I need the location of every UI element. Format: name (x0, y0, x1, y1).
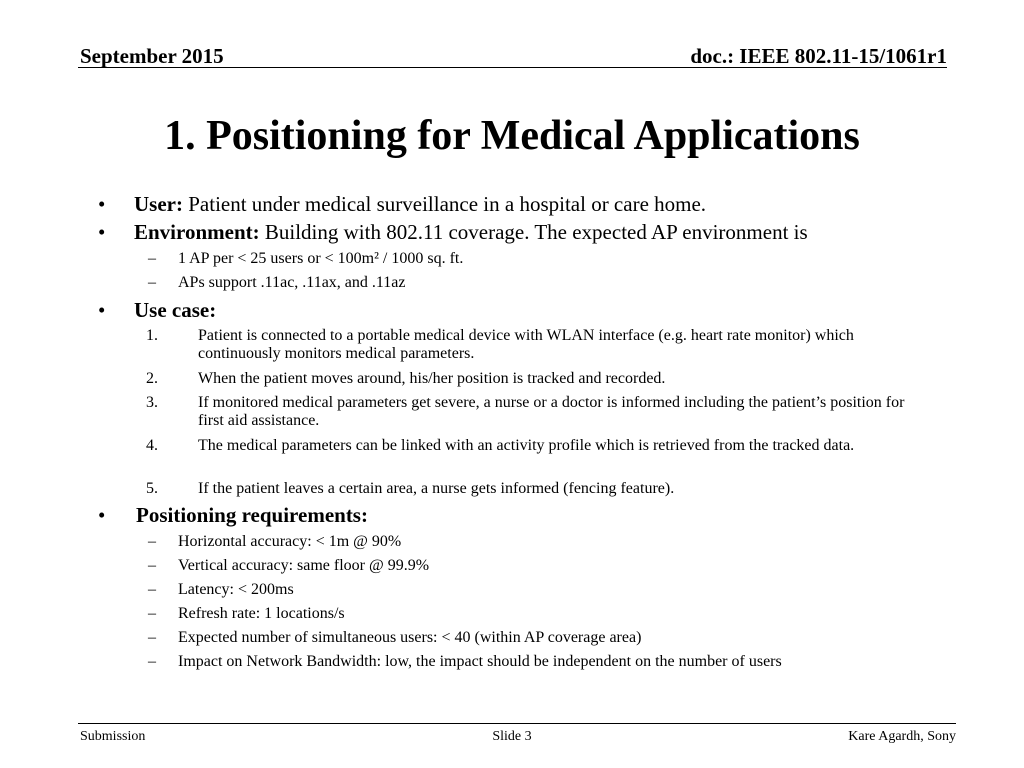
header-doc-id: doc.: IEEE 802.11-15/1061r1 (690, 44, 947, 68)
requirement-text: Vertical accuracy: same floor @ 99.9% (178, 557, 430, 574)
step-text: If the patient leaves a certain area, a nurse gets informed (fencing feature). (198, 480, 675, 497)
requirement-text: Latency: < 200ms (178, 581, 294, 598)
bullet-text: Building with 802.11 coverage. The expected AP environment is (259, 220, 808, 244)
bullet-marker: • (98, 192, 106, 216)
step-number: 5. (146, 480, 158, 497)
step-text: The medical parameters can be linked with an activity profile which is retrieved from the tracked data. (198, 437, 855, 454)
dash-marker: – (148, 533, 156, 550)
bullet-marker: • (98, 298, 106, 322)
footer-slide-number: Slide 3 (492, 729, 532, 744)
dash-marker: – (148, 557, 156, 574)
sub-item-text: APs support .11ac, .11ax, and .11az (178, 274, 406, 291)
dash-marker: – (148, 250, 156, 267)
bullet-label: User: (134, 192, 183, 216)
header-date: September 2015 (80, 44, 224, 68)
requirement-text: Horizontal accuracy: < 1m @ 90% (178, 533, 402, 550)
step-number: 1. (146, 327, 158, 344)
slide-title: 1. Positioning for Medical Applications (164, 113, 860, 159)
footer-divider (78, 723, 956, 724)
step-text: When the patient moves around, his/her position is tracked and recorded. (198, 370, 666, 387)
dash-marker: – (148, 581, 156, 598)
step-text: If monitored medical parameters get severe, a nurse or a doctor is informed including the patient’s position for first aid assistance. (198, 394, 905, 429)
bullet-marker: • (98, 503, 106, 527)
bullet-text: Patient under medical surveillance in a hospital or care home. (182, 192, 707, 216)
dash-marker: – (148, 274, 156, 291)
sub-item-text: 1 AP per < 25 users or < 100m² / 1000 sq. ft. (178, 250, 464, 267)
step-number: 2. (146, 370, 158, 387)
footer-submission: Submission (80, 729, 146, 744)
bullet-label: Use case: (134, 298, 217, 322)
footer-author: Kare Agardh, Sony (848, 729, 956, 744)
header-divider (78, 67, 947, 68)
step-text: Patient is connected to a portable medical device with WLAN interface (e.g. heart rate monitor) which continuously monitors medical parameters. (198, 327, 854, 362)
dash-marker: – (148, 605, 156, 622)
dash-marker: – (148, 629, 156, 646)
requirement-text: Expected number of simultaneous users: < 40 (within AP coverage area) (178, 629, 642, 646)
requirement-text: Refresh rate: 1 locations/s (178, 605, 345, 622)
bullet-label: Positioning requirements: (136, 503, 368, 527)
bullet-marker: • (98, 220, 106, 244)
bullet-label: Environment: (134, 220, 260, 244)
dash-marker: – (148, 653, 156, 670)
requirement-text: Impact on Network Bandwidth: low, the impact should be independent on the number of users (178, 653, 782, 670)
step-number: 3. (146, 394, 158, 411)
step-number: 4. (146, 437, 158, 454)
